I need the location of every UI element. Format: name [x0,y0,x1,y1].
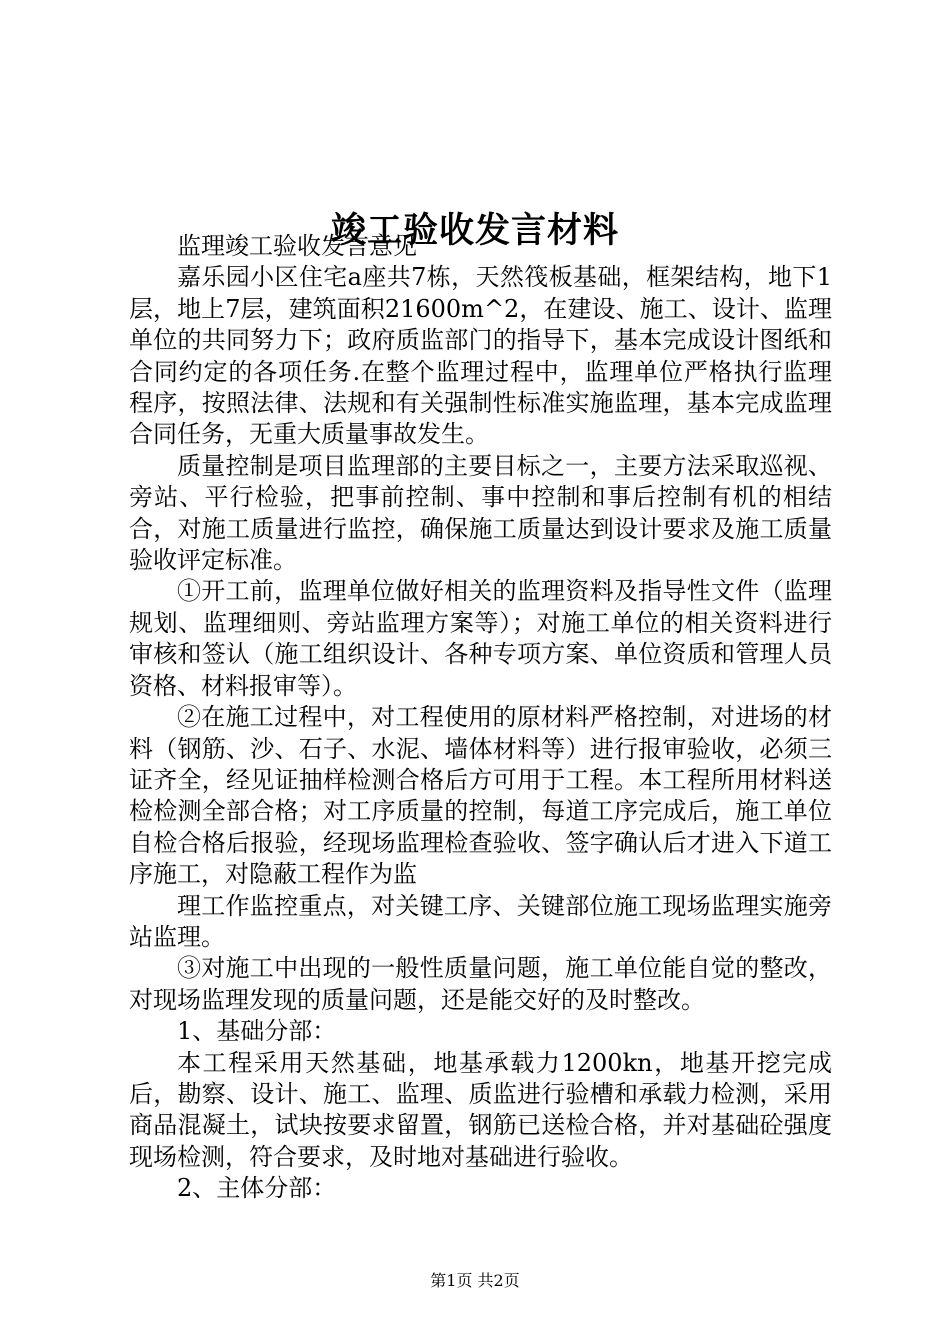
paragraph-quality-control: 质量控制是项目监理部的主要目标之一，主要方法采取巡视、旁站、平行检验，把事前控制、事中控制和事后控制有机的相结合，对施工质量进行监控，确保施工质量达到设计要求及施工质量验收评定标准。 [129,451,832,575]
paragraph-item-1-before-start: ①开工前，监理单位做好相关的监理资料及指导性文件（监理规划、监理细则、旁站监理方案等）；对施工单位的相关资料进行审核和签认（施工组织设计、各种专项方案、单位资质和管理人员资格、材料报审等）。 [129,577,832,700]
paragraph-item-2-construction: ②在施工过程中，对工程使用的原材料严格控制，对进场的材料（钢筋、沙、石子、水泥、墙体材料等）进行报审验收，必须三证齐全，经见证抽样检测合格后方可用于工程。本工程所用材料送检检测全部合格；对工序质量的控制，每道工序完成后，施工单位自检合格后报验，经现场监理检查验收、签字确认后才进入下道工序施工，对隐蔽工程作为监 [129,703,832,889]
paragraph-project-overview: 嘉乐园小区住宅a座共7栋，天然筏板基础，框架结构，地下1层，地上7层，建筑面积21600m^2，在建设、施工、设计、监理单位的共同努力下；政府质监部门的指导下，基本完成设计图纸和合同约定的各项任务.在整个监理过程中，监理单位严格执行监理程序，按照法律、法规和有关强制性标准实施监理，基本完成监理合同任务，无重大质量事故发生。 [129,263,832,449]
paragraph-heading-opinion: 监理竣工验收发言意见 [177,232,417,260]
section-heading-foundation: 1、基础分部： [177,1017,337,1046]
page-number-footer: 第1页 共2页 [430,1271,520,1290]
paragraph-supervision-focus: 理工作监控重点，对关键工序、关键部位施工现场监理实施旁站监理。 [129,891,832,951]
document-title: 竣工验收发言材料 [330,210,619,252]
section-heading-main-structure: 2、主体分部： [177,1174,337,1203]
document-body [129,231,832,1205]
paragraph-item-3-issues: ③对施工中出现的一般性质量问题，施工单位能自觉的整改，对现场监理发现的质量问题，还是能交好的及时整改。 [129,954,832,1014]
paragraph-foundation-details: 本工程采用天然基础，地基承载力1200kn，地基开挖完成后，勘察、设计、施工、监理、质监进行验槽和承载力检测，采用商品混凝土，试块按要求留置，钢筋已送检合格，并对基础砼强度现场检测，符合要求，及时地对基础进行验收。 [129,1048,832,1171]
